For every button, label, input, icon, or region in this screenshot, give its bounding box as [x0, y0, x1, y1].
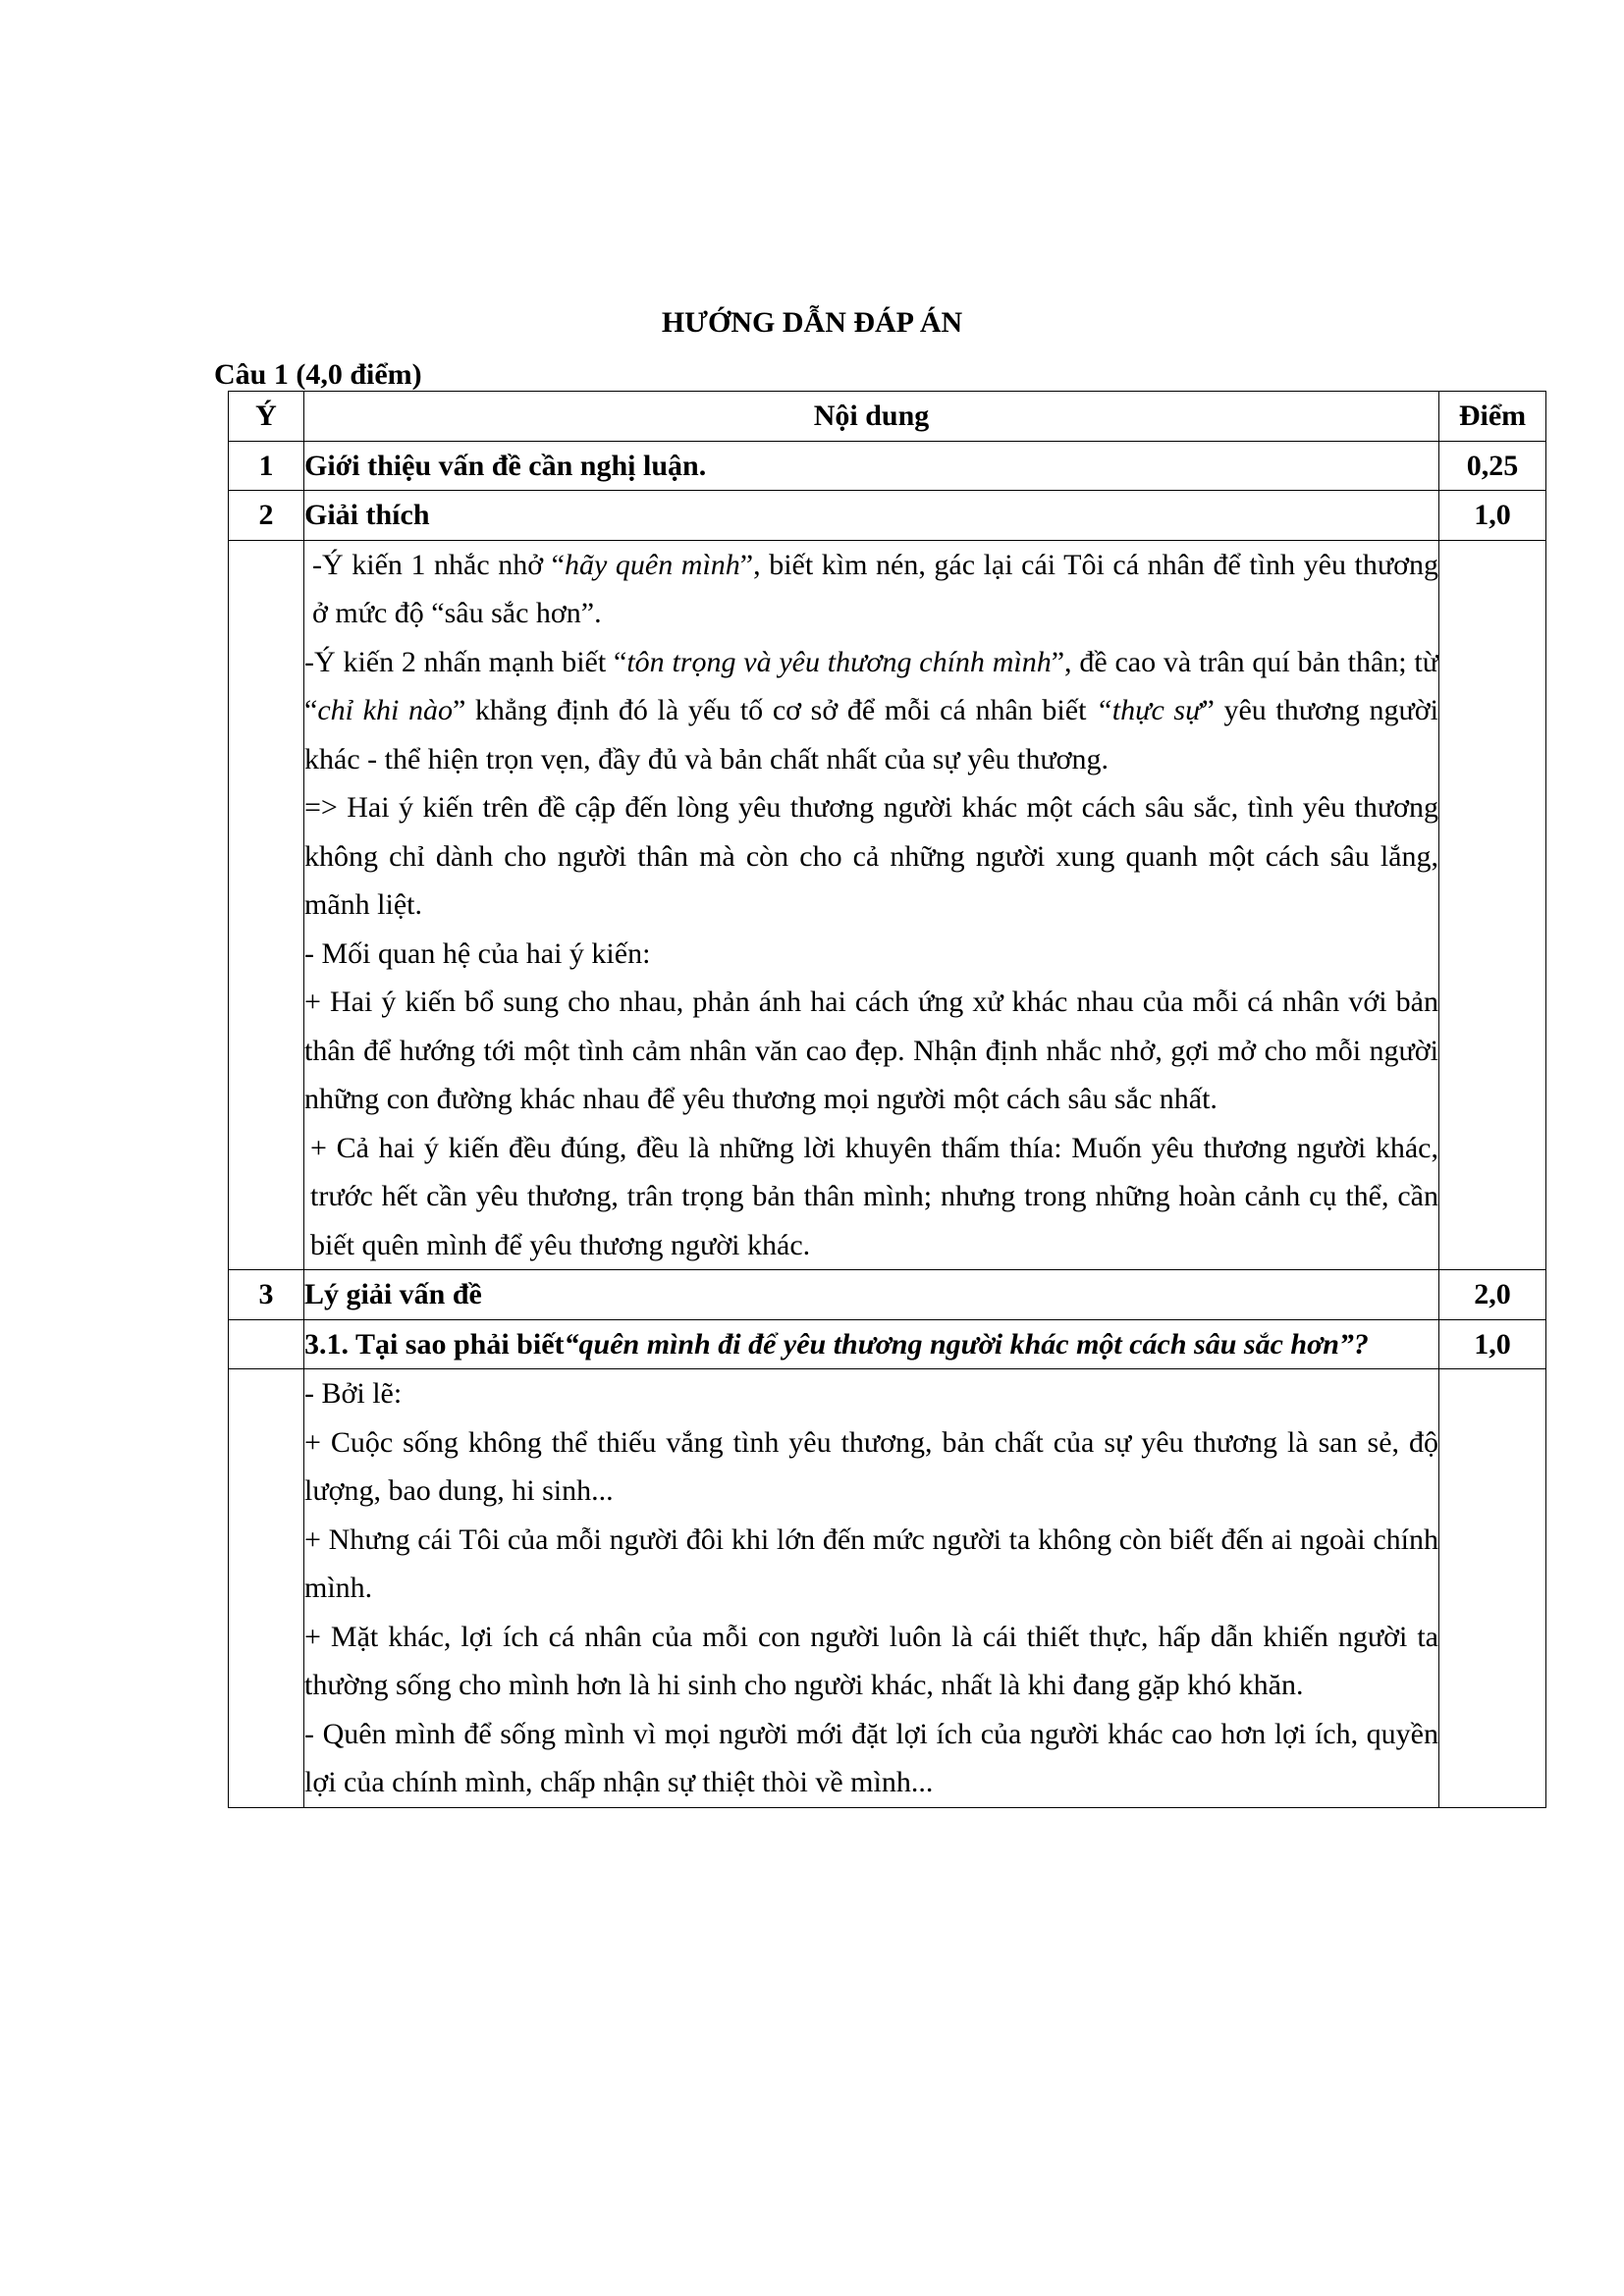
paragraph — [304, 541, 1438, 638]
row-content: Lý giải vấn đề — [304, 1270, 1439, 1320]
table-row-explanation — [229, 540, 1546, 1270]
paragraph: + Cả hai ý kiến đều đúng, đều là những lời khuyên thấm thía: Muốn yêu thương người khác, trước hết cần yêu thương, trân trọng bản thân mình; nhưng trong những hoàn cảnh cụ thể, cần biết quên mình để yêu thương người khác. — [310, 1131, 1438, 1261]
italic-text: chỉ khi nào — [317, 694, 453, 726]
row-number: 2 — [229, 491, 304, 541]
empty-cell — [1439, 1369, 1546, 1808]
row-number: 3 — [229, 1270, 304, 1320]
reasons-content — [304, 1369, 1439, 1808]
text: ” khẳng định đó là yếu tố cơ sở để mỗi cá nhân biết — [452, 694, 1097, 726]
paragraph: - Mối quan hệ của hai ý kiến: — [304, 936, 651, 970]
paragraph: + Nhưng cái Tôi của mỗi người đôi khi lớn đến mức người ta không còn biết đến ai ngoài chính mình. — [304, 1522, 1438, 1604]
italic-text: “quên mình đi để yêu thương người khác một cách sâu sắc hơn”? — [564, 1327, 1369, 1361]
empty-cell — [1439, 540, 1546, 1270]
text: -Ý kiến 2 nhấn mạnh biết “ — [304, 645, 627, 678]
empty-cell — [229, 1369, 304, 1808]
table-header-row — [229, 392, 1546, 442]
paragraph: => Hai ý kiến trên đề cập đến lòng yêu thương người khác một cách sâu sắc, tình yêu thương không chỉ dành cho người thân mà còn cho cả những người xung quanh một cách sâu lắng, mãnh liệt. — [304, 791, 1438, 921]
header-y: Ý — [229, 392, 304, 442]
text: ”, biết kìm nén, gác lại cái Tôi cá nhân để tình yêu thương ở mức độ “sâu sắc hơn”. — [312, 548, 1438, 629]
table-row-reasons — [229, 1369, 1546, 1808]
empty-cell — [229, 1319, 304, 1369]
italic-text: hãy quên mình — [565, 548, 740, 581]
italic-text: tôn trọng và yêu thương chính mình — [626, 645, 1052, 678]
question-heading: Câu 1 (4,0 điểm) — [214, 358, 422, 391]
header-score: Điểm — [1439, 392, 1546, 442]
row-score: 1,0 — [1439, 1319, 1546, 1369]
explanation-content — [304, 540, 1439, 1270]
row-content: Giới thiệu vấn đề cần nghị luận. — [304, 441, 1439, 491]
row-score: 1,0 — [1439, 491, 1546, 541]
table-row-subsection — [229, 1319, 1546, 1369]
empty-cell — [229, 540, 304, 1270]
paragraph: - Bởi lẽ: — [304, 1377, 403, 1410]
row-score: 2,0 — [1439, 1270, 1546, 1320]
page-title: HƯỚNG DẪN ĐÁP ÁN — [661, 306, 963, 339]
paragraph: + Cuộc sống không thể thiếu vắng tình yêu thương, bản chất của sự yêu thương là san sẻ, độ lượng, bao dung, hi sinh... — [304, 1425, 1438, 1507]
italic-text: “thực sự — [1096, 694, 1202, 726]
text: -Ý kiến 1 nhắc nhở “ — [312, 548, 565, 581]
row-number: 1 — [229, 441, 304, 491]
answer-table — [228, 391, 1546, 1808]
text: ”, đề cao và trân quí bản thân; từ “ — [304, 645, 1439, 726]
text: ” yêu thương người khác - thể hiện trọn vẹn, đầy đủ và bản chất nhất của sự yêu thương. — [304, 694, 1439, 775]
table-row — [229, 1270, 1546, 1320]
header-content: Nội dung — [304, 392, 1439, 442]
paragraph: + Mặt khác, lợi ích cá nhân của mỗi con người luôn là cái thiết thực, hấp dẫn khiến người ta thường sống cho mình hơn là hi sinh cho người khác, nhất là khi đang gặp khó khăn. — [304, 1620, 1438, 1701]
table-row — [229, 441, 1546, 491]
table-row — [229, 491, 1546, 541]
row-score: 0,25 — [1439, 441, 1546, 491]
paragraph: - Quên mình để sống mình vì mọi người mới đặt lợi ích của người khác cao hơn lợi ích, quyền lợi của chính mình, chấp nhận sự thiệt thòi về mình... — [304, 1717, 1438, 1798]
paragraph: + Hai ý kiến bổ sung cho nhau, phản ánh hai cách ứng xử khác nhau của mỗi cá nhân với bản thân để hướng tới một tình cảm nhân văn cao đẹp. Nhận định nhắc nhở, gợi mở cho mỗi người những con đường khác nhau để yêu thương mọi người một cách sâu sắc nhất. — [304, 986, 1438, 1115]
paragraph — [304, 638, 1438, 784]
text: 3.1. Tại sao phải biết — [304, 1327, 565, 1361]
subsection-heading — [304, 1319, 1439, 1369]
row-content: Giải thích — [304, 491, 1439, 541]
